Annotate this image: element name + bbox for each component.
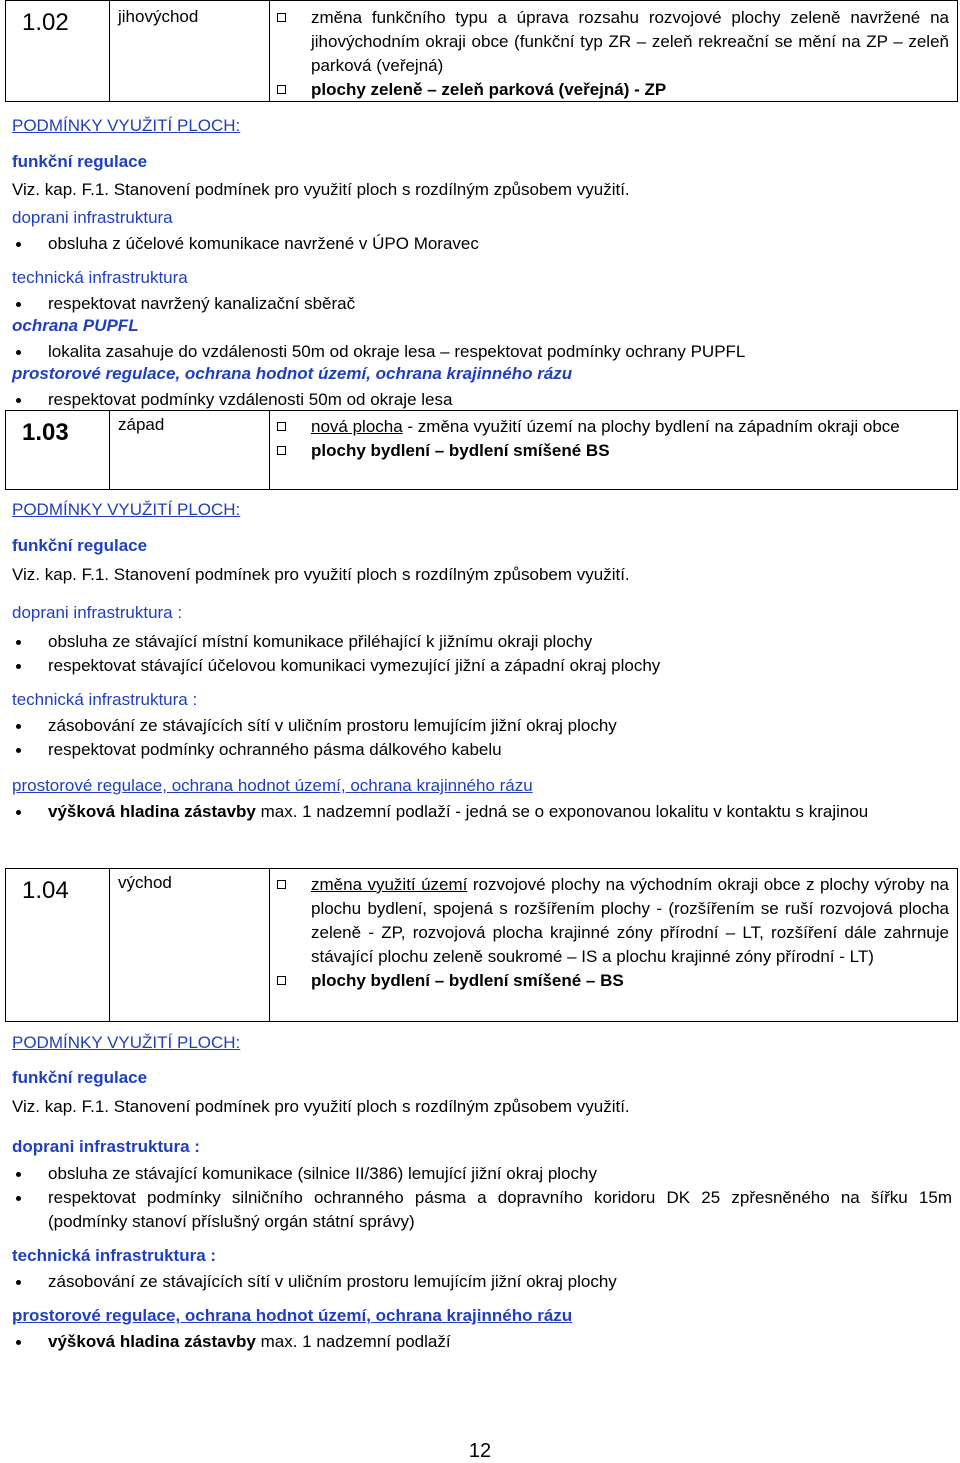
conditions-title: PODMÍNKY VYUŽITÍ PLOCH: xyxy=(12,116,241,135)
divider xyxy=(269,410,270,490)
section-direction: jihovýchod xyxy=(118,7,199,26)
functional-regulation-title: funkční regulace xyxy=(12,152,148,171)
list-item: plochy bydlení – bydlení smíšené BS xyxy=(277,439,949,463)
bullet-icon xyxy=(16,242,21,247)
conditions-title: PODMÍNKY VYUŽITÍ PLOCH: xyxy=(12,500,241,519)
checkbox-icon xyxy=(277,13,286,22)
checkbox-icon xyxy=(277,422,286,431)
divider xyxy=(269,0,270,102)
divider xyxy=(109,0,110,102)
section-direction: západ xyxy=(118,415,165,434)
bullet-icon xyxy=(16,640,21,645)
functional-regulation-text: Viz. kap. F.1. Stanovení podmínek pro využití ploch s rozdílným způsobem využití. xyxy=(12,565,630,584)
bullet-icon xyxy=(16,724,21,729)
section-items xyxy=(277,873,949,993)
section-103-header xyxy=(5,410,958,490)
divider xyxy=(109,410,110,490)
bullet-icon xyxy=(16,1340,21,1345)
list-item: změna funkčního typu a úprava rozsahu rozvojové plochy zeleně navržené na jihovýchodním okraji obce (funkční typ ZR – zeleň rekreační se mění na ZP – zeleň parková (veřejná) xyxy=(277,6,949,78)
bullet-icon xyxy=(16,748,21,753)
functional-regulation-text: Viz. kap. F.1. Stanovení podmínek pro využití ploch s rozdílným způsobem využití. xyxy=(12,180,630,199)
technical-title: technická infrastruktura : xyxy=(12,1246,217,1265)
bullet-icon xyxy=(16,664,21,669)
functional-regulation-title: funkční regulace xyxy=(12,536,148,555)
conditions-title: PODMÍNKY VYUŽITÍ PLOCH: xyxy=(12,1033,241,1052)
functional-regulation-title: funkční regulace xyxy=(12,1068,148,1087)
checkbox-icon xyxy=(277,446,286,455)
section-number: 1.04 xyxy=(22,877,69,904)
spatial-title: prostorové regulace, ochrana hodnot území, ochrana krajinného rázu xyxy=(12,776,533,795)
section-number: 1.03 xyxy=(22,419,69,446)
list-item: respektovat navržený kanalizační sběrač xyxy=(12,292,952,316)
bullet-icon xyxy=(16,810,21,815)
divider xyxy=(269,868,270,1022)
list-item: plochy bydlení – bydlení smíšené – BS xyxy=(277,969,949,993)
list-item: respektovat stávající účelovou komunikaci vymezující jižní a západní okraj plochy xyxy=(12,654,952,678)
divider xyxy=(109,868,110,1022)
section-102-header xyxy=(5,0,958,102)
bullet-icon xyxy=(16,1280,21,1285)
list-item: změna využití území rozvojové plochy na východním okraji obce z plochy výroby na plochu bydlení, spojená s rozšířením plochy - (rozšířením se ruší rozvojová plocha zeleně - ZP, rozvojová plocha krajinné zóny přírodní – LT, rozšíření dále zahrnuje stávající plochu zeleně soukromé – IS a plochu krajinné zóny přírodní - LT) xyxy=(277,873,949,969)
list-item: nová plocha - změna využití území na plochy bydlení na západním okraji obce xyxy=(277,415,949,439)
transport-title: doprani infrastruktura : xyxy=(12,603,183,622)
checkbox-icon xyxy=(277,85,286,94)
section-items xyxy=(277,6,949,102)
section-direction: východ xyxy=(118,873,172,892)
list-item: obsluha ze stávající místní komunikace přiléhající k jižnímu okraji plochy xyxy=(12,630,952,654)
bullet-icon xyxy=(16,398,21,403)
section-number: 1.02 xyxy=(22,9,69,36)
technical-title: technická infrastruktura xyxy=(12,268,188,287)
bullet-icon xyxy=(16,302,21,307)
list-item: plochy zeleně – zeleň parková (veřejná) - ZP xyxy=(277,78,949,102)
spatial-title: prostorové regulace, ochrana hodnot území, ochrana krajinného rázu xyxy=(12,1306,573,1325)
transport-title: doprani infrastruktura : xyxy=(12,1137,200,1156)
list-item: výšková hladina zástavby max. 1 nadzemní podlaží xyxy=(12,1330,952,1354)
list-item: lokalita zasahuje do vzdálenosti 50m od okraje lesa – respektovat podmínky ochrany PUPFL xyxy=(12,340,952,364)
technical-title: technická infrastruktura : xyxy=(12,690,198,709)
list-item: výšková hladina zástavby max. 1 nadzemní podlaží - jedná se o exponovanou lokalitu v kontaktu s krajinou xyxy=(12,800,952,824)
transport-title: doprani infrastruktura xyxy=(12,208,173,227)
list-item: zásobování ze stávajících sítí v uličním prostoru lemujícím jižní okraj plochy xyxy=(12,1270,952,1294)
list-item: respektovat podmínky vzdálenosti 50m od okraje lesa xyxy=(12,388,952,412)
list-item: obsluha ze stávající komunikace (silnice II/386) lemující jižní okraj plochy xyxy=(12,1162,952,1186)
list-item: respektovat podmínky ochranného pásma dálkového kabelu xyxy=(12,738,952,762)
bullet-icon xyxy=(16,1172,21,1177)
list-item: zásobování ze stávajících sítí v uličním prostoru lemujícím jižní okraj plochy xyxy=(12,714,952,738)
list-item: obsluha z účelové komunikace navržené v ÚPO Moravec xyxy=(12,232,952,256)
list-item: respektovat podmínky silničního ochranného pásma a dopravního koridoru DK 25 zpřesněného na šířku 15m (podmínky stanoví příslušný orgán státní správy) xyxy=(12,1186,952,1234)
checkbox-icon xyxy=(277,976,286,985)
functional-regulation-text: Viz. kap. F.1. Stanovení podmínek pro využití ploch s rozdílným způsobem využití. xyxy=(12,1097,630,1116)
checkbox-icon xyxy=(277,880,286,889)
pupfl-title: ochrana PUPFL xyxy=(12,316,139,335)
section-104-header xyxy=(5,868,958,1022)
section-items xyxy=(277,415,949,463)
page-number: 12 xyxy=(468,1440,492,1462)
bullet-icon xyxy=(16,1196,21,1201)
bullet-icon xyxy=(16,350,21,355)
spatial-title: prostorové regulace, ochrana hodnot území, ochrana krajinného rázu xyxy=(12,364,573,383)
